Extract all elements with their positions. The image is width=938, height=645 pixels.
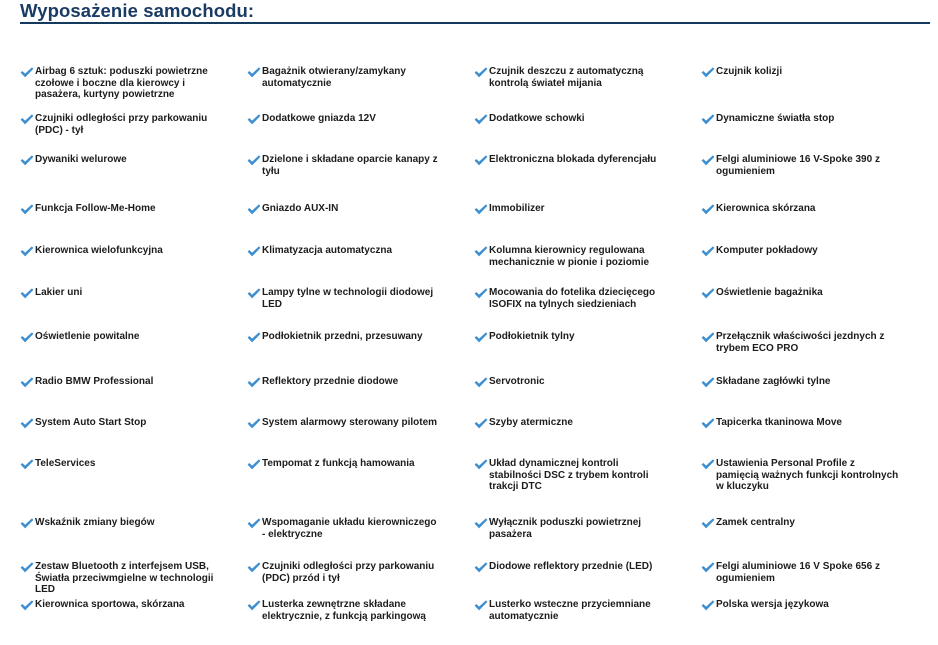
feature-label: Radio BMW Professional bbox=[35, 376, 154, 387]
feature-item bbox=[474, 66, 694, 89]
checkmark-icon bbox=[474, 204, 488, 215]
feature-item bbox=[474, 203, 694, 215]
feature-label: Kolumna kierownicy regulowana mechanicznie w pionie i poziomie bbox=[489, 245, 650, 268]
feature-label: Komputer pokładowy bbox=[716, 245, 818, 256]
feature-row bbox=[20, 517, 925, 561]
feature-label: Felgi aluminiowe 16 V Spoke 656 z ogumieniem bbox=[716, 561, 880, 584]
checkmark-icon bbox=[474, 562, 488, 573]
checkmark-icon bbox=[20, 332, 34, 343]
checkmark-icon bbox=[701, 459, 715, 470]
feature-label: Przełącznik właściwości jezdnych z trybem ECO PRO bbox=[716, 331, 885, 354]
feature-item bbox=[20, 599, 240, 611]
checkmark-icon bbox=[474, 332, 488, 343]
checkmark-icon bbox=[701, 155, 715, 166]
feature-label: Mocowania do fotelika dziecięcego ISOFIX na tylnych siedzieniach bbox=[489, 287, 656, 310]
page-title: Wyposażenie samochodu: bbox=[20, 0, 255, 21]
feature-item bbox=[247, 458, 467, 470]
feature-item bbox=[474, 113, 694, 125]
checkmark-icon bbox=[247, 600, 261, 611]
feature-item bbox=[247, 203, 467, 215]
feature-label: Klimatyzacja automatyczna bbox=[262, 245, 393, 256]
feature-item bbox=[474, 599, 694, 622]
checkmark-icon bbox=[20, 459, 34, 470]
feature-item bbox=[474, 561, 694, 573]
feature-item bbox=[247, 561, 467, 584]
feature-item bbox=[701, 599, 921, 611]
feature-item bbox=[247, 245, 467, 257]
feature-item bbox=[247, 154, 467, 177]
checkmark-icon bbox=[474, 377, 488, 388]
feature-row bbox=[20, 599, 925, 629]
feature-item bbox=[474, 458, 694, 493]
feature-label: Felgi aluminiowe 16 V-Spoke 390 z ogumieniem bbox=[716, 154, 880, 177]
feature-label: Dywaniki welurowe bbox=[35, 154, 127, 165]
checkmark-icon bbox=[247, 459, 261, 470]
checkmark-icon bbox=[701, 377, 715, 388]
checkmark-icon bbox=[701, 418, 715, 429]
feature-label: Składane zagłówki tylne bbox=[716, 376, 831, 387]
feature-label: Kierownica skórzana bbox=[716, 203, 816, 214]
feature-label: Lakier uni bbox=[35, 287, 83, 298]
checkmark-icon bbox=[474, 459, 488, 470]
feature-label: Oświetlenie bagażnika bbox=[716, 287, 823, 298]
checkmark-icon bbox=[20, 67, 34, 78]
feature-item bbox=[474, 417, 694, 429]
feature-label: Dynamiczne światła stop bbox=[716, 113, 835, 124]
feature-label: Polska wersja językowa bbox=[716, 599, 829, 610]
feature-label: Kierownica wielofunkcyjna bbox=[35, 245, 163, 256]
feature-label: Reflektory przednie diodowe bbox=[262, 376, 399, 387]
feature-label: Podłokietnik tylny bbox=[489, 331, 575, 342]
feature-item bbox=[474, 245, 694, 268]
feature-label: Dzielone i składane oparcie kanapy z tyłu bbox=[262, 154, 438, 177]
feature-item bbox=[20, 376, 240, 388]
feature-label: Lusterko wsteczne przyciemniane automatycznie bbox=[489, 599, 651, 622]
feature-item bbox=[701, 203, 921, 215]
feature-item bbox=[701, 245, 921, 257]
checkmark-icon bbox=[474, 600, 488, 611]
feature-label: Czujniki odległości przy parkowaniu (PDC) - tył bbox=[35, 113, 208, 136]
feature-item bbox=[20, 417, 240, 429]
feature-label: Elektroniczna blokada dyferencjału bbox=[489, 154, 657, 165]
feature-item bbox=[701, 458, 921, 493]
checkmark-icon bbox=[701, 246, 715, 257]
feature-label: Airbag 6 sztuk: poduszki powietrzne czołowe i boczne dla kierowcy i pasażera, kurtyny powietrzne bbox=[35, 66, 208, 100]
checkmark-icon bbox=[20, 518, 34, 529]
checkmark-icon bbox=[474, 288, 488, 299]
feature-row bbox=[20, 154, 925, 203]
feature-item bbox=[474, 376, 694, 388]
checkmark-icon bbox=[247, 204, 261, 215]
feature-item bbox=[20, 203, 240, 215]
checkmark-icon bbox=[20, 246, 34, 257]
feature-item bbox=[247, 287, 467, 310]
feature-row bbox=[20, 287, 925, 331]
checkmark-icon bbox=[20, 418, 34, 429]
feature-label: Szyby atermiczne bbox=[489, 417, 573, 428]
feature-item bbox=[474, 331, 694, 343]
feature-label: Kierownica sportowa, skórzana bbox=[35, 599, 185, 610]
feature-label: Lampy tylne w technologii diodowej LED bbox=[262, 287, 434, 310]
feature-item bbox=[474, 517, 694, 540]
feature-label: Dodatkowe gniazda 12V bbox=[262, 113, 376, 124]
checkmark-icon bbox=[247, 332, 261, 343]
feature-item bbox=[474, 287, 694, 310]
feature-item bbox=[701, 154, 921, 177]
feature-label: Servotronic bbox=[489, 376, 545, 387]
checkmark-icon bbox=[474, 155, 488, 166]
checkmark-icon bbox=[701, 518, 715, 529]
feature-row bbox=[20, 113, 925, 154]
feature-item bbox=[701, 517, 921, 529]
feature-label: Zamek centralny bbox=[716, 517, 795, 528]
feature-item bbox=[701, 287, 921, 299]
feature-item bbox=[20, 561, 240, 596]
feature-item bbox=[701, 376, 921, 388]
feature-label: Bagażnik otwierany/zamykany automatycznie bbox=[262, 66, 406, 89]
feature-item bbox=[247, 517, 467, 540]
checkmark-icon bbox=[247, 246, 261, 257]
checkmark-icon bbox=[247, 114, 261, 125]
feature-label: System Auto Start Stop bbox=[35, 417, 147, 428]
feature-label: Tempomat z funkcją hamowania bbox=[262, 458, 415, 469]
feature-item bbox=[474, 154, 694, 166]
feature-row bbox=[20, 376, 925, 417]
feature-row bbox=[20, 203, 925, 245]
checkmark-icon bbox=[701, 288, 715, 299]
feature-label: Czujnik kolizji bbox=[716, 66, 783, 77]
feature-item bbox=[701, 113, 921, 125]
feature-label: Oświetlenie powitalne bbox=[35, 331, 140, 342]
feature-item bbox=[701, 417, 921, 429]
feature-label: Wskaźnik zmiany biegów bbox=[35, 517, 155, 528]
feature-item bbox=[20, 517, 240, 529]
checkmark-icon bbox=[474, 518, 488, 529]
feature-label: Dodatkowe schowki bbox=[489, 113, 585, 124]
checkmark-icon bbox=[474, 114, 488, 125]
checkmark-icon bbox=[701, 114, 715, 125]
feature-label: System alarmowy sterowany pilotem bbox=[262, 417, 438, 428]
checkmark-icon bbox=[701, 600, 715, 611]
checkmark-icon bbox=[247, 67, 261, 78]
feature-row bbox=[20, 458, 925, 517]
checkmark-icon bbox=[247, 377, 261, 388]
feature-label: Ustawienia Personal Profile z pamięcią ważnych funkcji kontrolnych w kluczyku bbox=[716, 458, 899, 492]
checkmark-icon bbox=[474, 246, 488, 257]
feature-item bbox=[247, 599, 467, 622]
checkmark-icon bbox=[701, 204, 715, 215]
section-header bbox=[20, 0, 930, 24]
feature-label: Podłokietnik przedni, przesuwany bbox=[262, 331, 423, 342]
feature-label: Funkcja Follow-Me-Home bbox=[35, 203, 156, 214]
feature-item bbox=[20, 154, 240, 166]
feature-label: Lusterka zewnętrzne składane elektrycznie, z funkcją parkingową bbox=[262, 599, 426, 622]
feature-row bbox=[20, 245, 925, 287]
feature-row bbox=[20, 561, 925, 599]
checkmark-icon bbox=[247, 155, 261, 166]
feature-item bbox=[701, 331, 921, 354]
feature-label: Tapicerka tkaninowa Move bbox=[716, 417, 842, 428]
checkmark-icon bbox=[247, 562, 261, 573]
checkmark-icon bbox=[474, 418, 488, 429]
checkmark-icon bbox=[474, 67, 488, 78]
checkmark-icon bbox=[20, 204, 34, 215]
checkmark-icon bbox=[20, 288, 34, 299]
feature-label: Czujniki odległości przy parkowaniu (PDC) przód i tył bbox=[262, 561, 435, 584]
feature-label: TeleServices bbox=[35, 458, 96, 469]
checkmark-icon bbox=[20, 114, 34, 125]
feature-item bbox=[247, 331, 467, 343]
feature-item bbox=[701, 561, 921, 584]
feature-row bbox=[20, 66, 925, 113]
feature-label: Gniazdo AUX-IN bbox=[262, 203, 339, 214]
equipment-grid bbox=[20, 66, 925, 629]
feature-item bbox=[20, 245, 240, 257]
feature-row bbox=[20, 331, 925, 376]
checkmark-icon bbox=[20, 600, 34, 611]
feature-item bbox=[247, 66, 467, 89]
feature-item bbox=[20, 458, 240, 470]
feature-item bbox=[20, 113, 240, 136]
checkmark-icon bbox=[20, 562, 34, 573]
feature-label: Układ dynamicznej kontroli stabilności DSC z trybem kontroli trakcji DTC bbox=[489, 458, 649, 492]
feature-item bbox=[20, 331, 240, 343]
feature-label: Wyłącznik poduszki powietrznej pasażera bbox=[489, 517, 642, 540]
feature-label: Wspomaganie układu kierowniczego - elektryczne bbox=[262, 517, 437, 540]
checkmark-icon bbox=[701, 562, 715, 573]
feature-label: Diodowe reflektory przednie (LED) bbox=[489, 561, 653, 572]
feature-item bbox=[247, 417, 467, 429]
checkmark-icon bbox=[247, 418, 261, 429]
feature-row bbox=[20, 417, 925, 458]
feature-item bbox=[247, 113, 467, 125]
feature-item bbox=[20, 287, 240, 299]
feature-label: Zestaw Bluetooth z interfejsem USB, Światła przeciwmgielne w technologii LED bbox=[35, 561, 214, 595]
checkmark-icon bbox=[20, 155, 34, 166]
feature-item bbox=[701, 66, 921, 78]
checkmark-icon bbox=[701, 67, 715, 78]
feature-label: Czujnik deszczu z automatyczną kontrolą świateł mijania bbox=[489, 66, 644, 89]
feature-item bbox=[247, 376, 467, 388]
checkmark-icon bbox=[701, 332, 715, 343]
feature-item bbox=[20, 66, 240, 101]
checkmark-icon bbox=[247, 288, 261, 299]
feature-label: Immobilizer bbox=[489, 203, 545, 214]
checkmark-icon bbox=[20, 377, 34, 388]
checkmark-icon bbox=[247, 518, 261, 529]
